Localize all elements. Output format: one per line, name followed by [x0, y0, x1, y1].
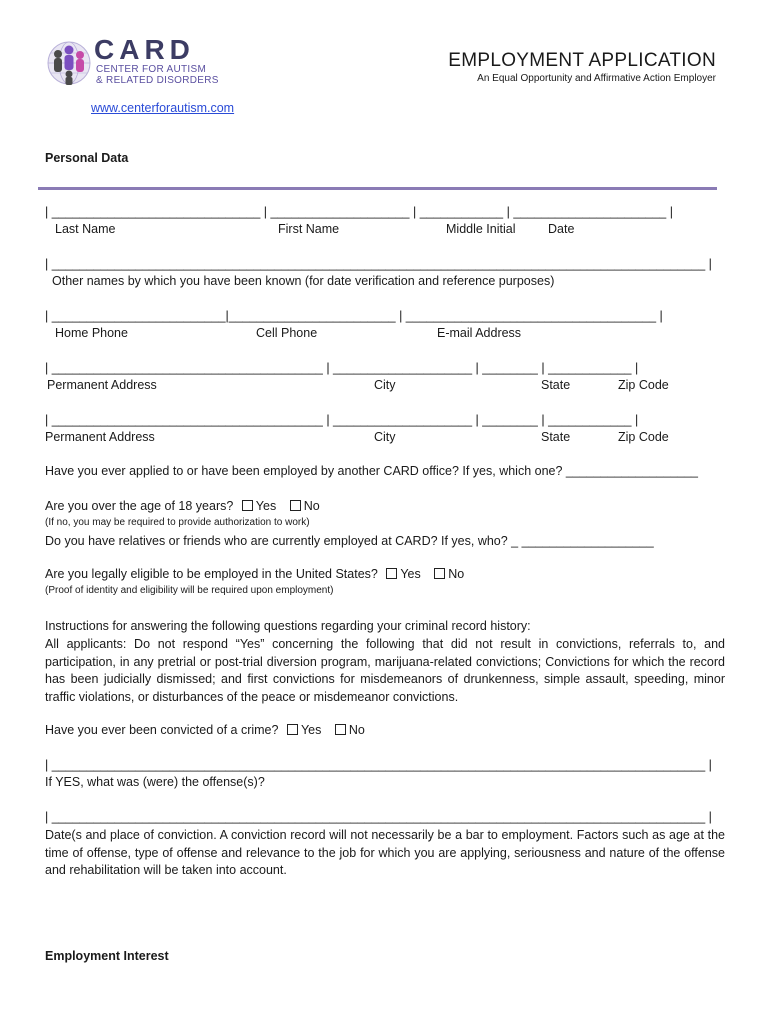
logo-globe-icon: [44, 38, 94, 88]
middle-initial-label: Middle Initial: [446, 222, 516, 236]
address-row-fill-line[interactable]: | _______________________________________ | ____________________ | ________ | ____________ |: [45, 361, 639, 375]
state-label: State: [541, 378, 571, 392]
crime-yes-label: Yes: [300, 723, 322, 737]
other-names-label: Other names by which you have been known (for date verification and reference purposes): [52, 274, 555, 288]
age-yes-label: Yes: [255, 499, 277, 513]
first-name-label: First Name: [278, 222, 340, 236]
section-divider: [38, 187, 717, 190]
state-label-2: State: [541, 430, 571, 444]
eligible-yes-checkbox[interactable]: [386, 568, 397, 579]
age-question: [45, 499, 320, 513]
eligible-no-checkbox[interactable]: [434, 568, 445, 579]
age-no-label: No: [303, 499, 320, 513]
relatives-question[interactable]: Do you have relatives or friends who are currently employed at CARD? If yes, who? _ ___________________: [45, 534, 654, 548]
city-label-2: City: [374, 430, 396, 444]
age-note: (If no, you may be required to provide authorization to work): [45, 517, 310, 528]
employment-interest-heading: Employment Interest: [45, 949, 169, 963]
logo-line-2: & RELATED DISORDERS: [96, 75, 219, 86]
eligibility-question: [45, 567, 464, 581]
crime-no-checkbox[interactable]: [335, 724, 346, 735]
zip-code-label-2: Zip Code: [618, 430, 669, 444]
conviction-fill-line[interactable]: | ______________________________________________________________________________________________ |: [45, 810, 712, 824]
website-link[interactable]: www.centerforautism.com: [91, 101, 235, 115]
email-label: E-mail Address: [437, 326, 522, 340]
logo-word: CARD: [94, 34, 195, 65]
other-names-fill-line[interactable]: | ______________________________________________________________________________________________ |: [45, 257, 712, 271]
date-label: Date: [548, 222, 575, 236]
age-yes-checkbox[interactable]: [242, 500, 253, 511]
name-row-fill-line[interactable]: | ______________________________ | ____________________ | ____________ | ______________________ |: [45, 205, 673, 219]
offense-label: If YES, what was (were) the offense(s)?: [45, 775, 265, 789]
page-subtitle: An Equal Opportunity and Affirmative Action Employer: [477, 73, 716, 84]
instructions-body: All applicants: Do not respond “Yes” concerning the following that did not result in convictions, referrals to, and participation, in any pretrial or post-trial diversion program, marijuana-related convictions; Convictions for which the record has been judicially dismissed; and first convictions for misdemeanors of drunkenness, simple assault, speeding, minor traffic violations, or disturbances of the peace or misdemeanor convictions.: [45, 637, 725, 704]
logo-line-1: CENTER FOR AUTISM: [96, 64, 207, 75]
permanent-address-label-2: Permanent Address: [45, 430, 155, 444]
card-office-question[interactable]: Have you ever applied to or have been employed by another CARD office? If yes, which one? ___________________: [45, 464, 698, 478]
eligible-yes-label: Yes: [400, 567, 421, 581]
crime-question-text: Have you ever been convicted of a crime?: [45, 723, 279, 737]
age-no-checkbox[interactable]: [290, 500, 301, 511]
home-phone-label: Home Phone: [55, 326, 128, 340]
address-row-2-fill-line[interactable]: | _______________________________________ | ____________________ | ________ | ____________ |: [45, 413, 639, 427]
last-name-label: Last Name: [55, 222, 116, 236]
page-title: EMPLOYMENT APPLICATION: [448, 50, 716, 71]
age-question-text: Are you over the age of 18 years?: [45, 499, 234, 513]
permanent-address-label: Permanent Address: [47, 378, 157, 392]
personal-data-heading: Personal Data: [45, 151, 129, 165]
crime-no-label: No: [348, 723, 365, 737]
crime-question: [45, 723, 365, 737]
zip-code-label: Zip Code: [618, 378, 669, 392]
offense-fill-line[interactable]: | ______________________________________________________________________________________________ |: [45, 758, 712, 772]
eligible-no-label: No: [448, 567, 465, 581]
cell-phone-label: Cell Phone: [256, 326, 318, 340]
conviction-text: Date(s and place of conviction. A conviction record will not necessarily be a bar to employment. Factors such as age at the time of offense, type of offense and relevance to the job for which you are applying, seriousness and nature of the offense and rehabilitation will be taken into account.: [45, 828, 725, 877]
phone-row-fill-line[interactable]: | _________________________|________________________ | ____________________________________ |: [45, 309, 663, 323]
eligibility-question-text: Are you legally eligible to be employed in the United States?: [45, 567, 378, 581]
city-label: City: [374, 378, 396, 392]
crime-yes-checkbox[interactable]: [287, 724, 298, 735]
card-logo: [44, 34, 234, 88]
instructions-title: Instructions for answering the following questions regarding your criminal record history:: [45, 619, 531, 633]
eligibility-note: (Proof of identity and eligibility will be required upon employment): [45, 585, 334, 596]
